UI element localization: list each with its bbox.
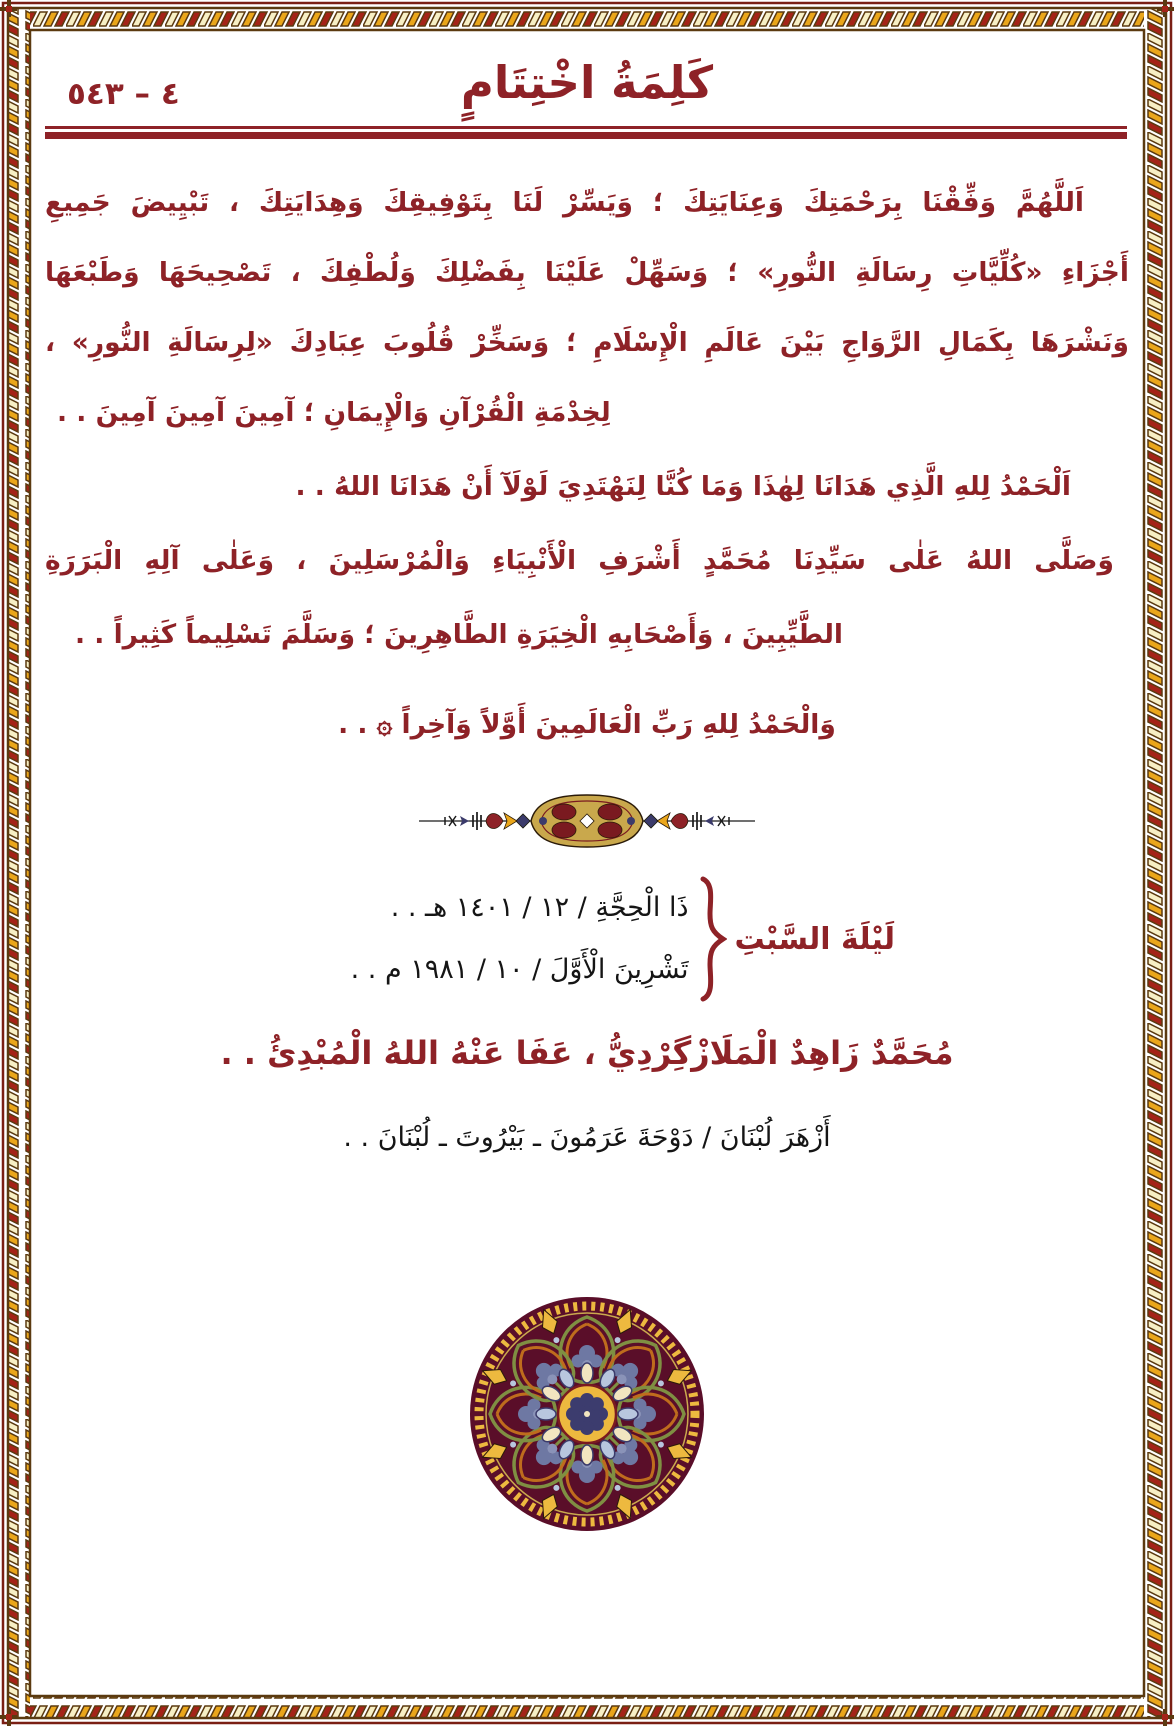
publication-location: أَزْهَرَ لُبْنَانَ / دَوْحَةَ عَرَمُونَ ـ بَيْرُوتَ ـ لُبْنَانَ . . bbox=[343, 1122, 831, 1153]
prayer-paragraph bbox=[45, 168, 1129, 448]
salat-line: الطَّيِّبِينَ ، وَأَصْحَابِهِ الْخِيَرَةِ الطَّاهِرِينَ ؛ وَسَلَّمَ تَسْلِيماً كَثِيراً . . bbox=[75, 619, 843, 650]
date-lines bbox=[351, 877, 689, 1001]
prayer-line: أَجْزَاءِ «كُلِّيَّاتِ رِسَالَةِ النُّورِ» ؛ وَسَهِّلْ عَلَيْنَا بِفَضْلِكَ وَلُطْفِكَ ، تَصْحِيحَهَا وَطَبْعَهَا bbox=[45, 257, 1129, 288]
page-number: ٤ – ٥٤٣ bbox=[67, 76, 180, 112]
page-content bbox=[45, 0, 1129, 1726]
prayer-line: اَللَّهُمَّ وَفِّقْنَا بِرَحْمَتِكَ وَعِنَايَتِكَ ؛ وَيَسِّرْ لَنَا بِتَوْفِيقِكَ وَهِدَايَتِكَ ، تَبْيِيضَ جَمِيعِ bbox=[45, 187, 1084, 218]
hijri-date: ذَا الْحِجَّةِ / ١٢ / ١٤٠١ هـ . . bbox=[390, 892, 689, 923]
hamdala-line: اَلْحَمْدُ لِلهِ الَّذِي هَدَانَا لِهٰذَا وَمَا كُنَّا لِنَهْتَدِيَ لَوْلَآ أَنْ هَدَانَا اللهُ . . bbox=[295, 471, 1071, 502]
ornamental-divider-icon bbox=[415, 794, 759, 852]
salat-paragraph bbox=[45, 524, 1129, 672]
mandala-rosette-icon bbox=[469, 1296, 705, 1536]
closing-hamd-paragraph bbox=[45, 690, 1129, 760]
header-double-rule bbox=[45, 126, 1127, 139]
rule-thick-line bbox=[45, 132, 1127, 139]
curly-brace-icon bbox=[697, 876, 727, 1002]
page-title: كَلِمَةُ اخْتِتَامٍ bbox=[460, 56, 714, 109]
salat-line: وَصَلَّى اللهُ عَلٰى سَيِّدِنَا مُحَمَّدٍ أَشْرَفِ الْأَنْبِيَاءِ وَالْمُرْسَلِينَ ، وَعَلٰى آلِهِ الْبَرَرَةِ bbox=[45, 545, 1114, 576]
day-label: لَيْلَةَ السَّبْتِ bbox=[734, 921, 895, 957]
colophon-date-block bbox=[351, 876, 895, 1002]
prayer-line: لِخِدْمَةِ الْقُرْآنِ وَالْإِيمَانِ ؛ آمِينَ آمِينَ آمِينَ . . bbox=[57, 397, 611, 428]
prayer-line: وَنَشْرَهَا بِكَمَالِ الرَّوَاجِ بَيْنَ عَالَمِ الْإِسْلَامِ ؛ وَسَخِّرْ قُلُوبَ عِبَادِكَ «لِرِسَالَةِ النُّورِ» ، bbox=[45, 327, 1129, 358]
author-name: مُحَمَّدٌ زَاهِدٌ الْمَلَازْگِرْدِيُّ ، عَفَا عَنْهُ اللهُ الْمُبْدِئُ . . bbox=[220, 1034, 954, 1072]
rule-thin-line bbox=[45, 126, 1127, 129]
hamdala-paragraph bbox=[45, 452, 1129, 522]
closing-hamd-line: وَالْحَمْدُ لِلهِ رَبِّ الْعَالَمِينَ أَوَّلاً وَآخِراً ۞ . . bbox=[338, 709, 836, 740]
gregorian-date: تَشْرِينَ الْأَوَّلَ / ١٠ / ١٩٨١ م . . bbox=[350, 954, 689, 985]
